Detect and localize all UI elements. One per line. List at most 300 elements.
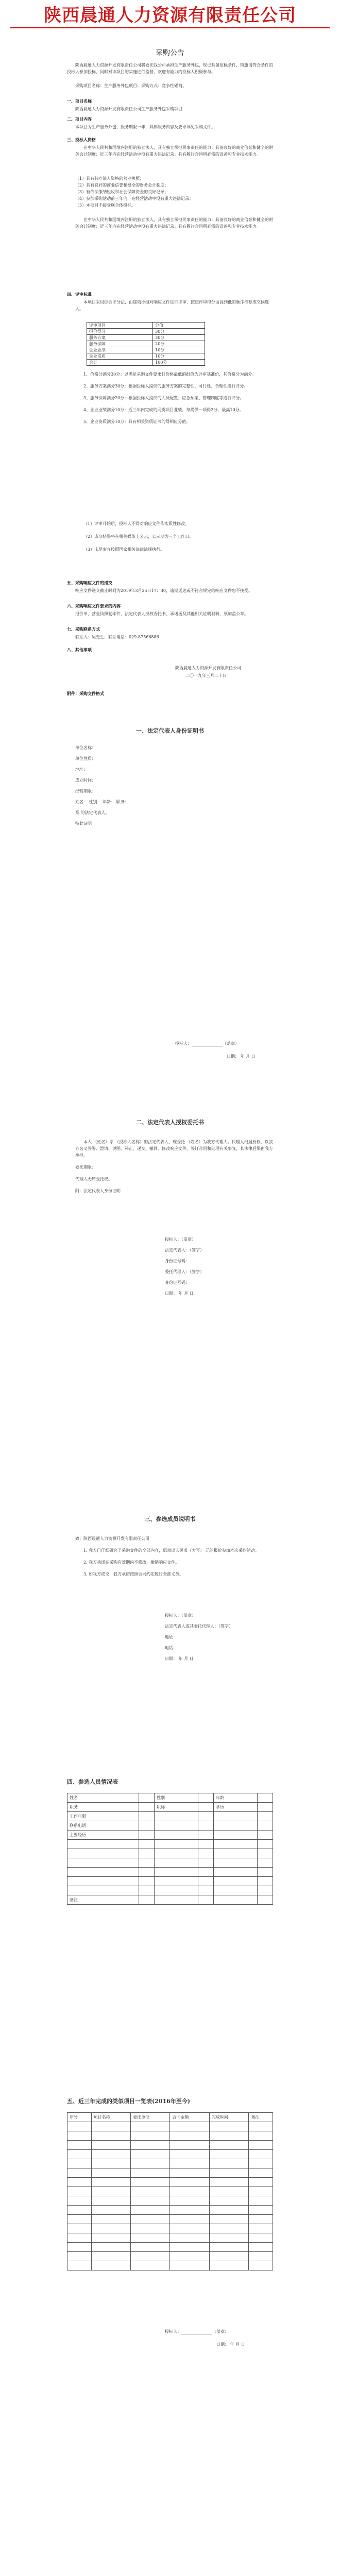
table-cell [209,2178,248,2187]
table-cell [67,1840,139,1849]
column-header: 项目名称 [91,2113,130,2122]
signature-line: 委托代理人：（签字） [165,1269,204,1274]
table-cell [170,2187,209,2196]
section-7-heading: 七、采购联系方式 [67,626,100,632]
table-cell [91,2252,130,2261]
table-cell [131,2261,170,2270]
table-row [67,2206,273,2215]
table-cell [155,1812,198,1821]
section-1-heading: 一、项目名称 [67,98,92,104]
date-line: 日期： 年 月 日 [165,1656,194,1661]
table-cell [214,1858,258,1868]
table-cell [198,1877,213,1886]
table-row [67,2215,273,2224]
table-cell [67,2215,92,2224]
table-cell: 职称 [155,1803,198,1812]
table-cell [198,1886,213,1895]
table-cell [91,2131,130,2141]
table-cell [214,1840,258,1849]
table-cell [67,2159,92,2168]
table-cell [257,1849,273,1858]
scoring-note: 3、服务保障满分20分：根据投标人提供的人员配置、应急预案、管理制度等进行评分。 [83,396,244,400]
table-cell [198,1858,213,1868]
table-row [67,1886,273,1895]
score-item: 服务方案 [87,335,153,341]
section-4-text: 本项目采用综合评分法，由磋商小组对响应文件进行评审，按照评审得分由高到低的顺序推荐成交候选人。 [75,300,269,311]
attachment-2-body [75,1139,273,1199]
table-cell [170,2233,209,2243]
attachment-2-title: 二、法定代表人授权委托书 [136,1119,204,1126]
score-value: 20分 [153,341,205,347]
table-row [67,2187,273,2196]
attachment-1-date: 日期： 年 月 日 [227,1054,256,1059]
signature-line: 投标人：（盖章） [165,1613,196,1618]
attachment-5-signature [165,2329,229,2334]
table-cell [139,1812,154,1821]
table-cell [170,2206,209,2215]
table-row [67,2224,273,2233]
table-cell [67,2243,92,2252]
table-cell [91,2178,130,2187]
score-value: 10分 [153,347,205,353]
table-cell [198,1868,213,1877]
table-cell: 备注 [67,1895,139,1905]
attachment-3-title: 三、参选成员说明书 [144,1516,196,1522]
signature-line: 身份证号码： [165,1259,190,1263]
attachment-3-signatures [165,1613,233,1662]
personnel-table [67,1793,273,1905]
column-header: 合同金额 [170,2113,209,2122]
issuer-organization: 陕西晨通人力资源开发有限责任公司 [175,666,241,670]
signature-line [181,2329,212,2334]
section-2-heading: 二、项目内容 [67,116,92,122]
form-line: 附：法定代表人身份证明 [75,1189,121,1193]
table-cell [249,2131,273,2141]
table-cell [131,2178,170,2187]
table-cell [170,2196,209,2206]
table-cell: 工作年限 [67,1812,139,1821]
signature-line: 投标人：（盖章） [165,1237,196,1242]
table-cell: 年龄 [214,1793,258,1803]
table-cell [139,1895,154,1905]
table-row [67,1849,273,1858]
score-item: 合计 [87,360,153,366]
score-header-item: 评审项目 [87,323,153,329]
signature-line: 法定代表人：（签字） [165,1248,204,1252]
table-cell [257,1803,273,1812]
table-cell [131,2168,170,2178]
notice-paragraph: （1）评审开始后，投标人不得对响应文件作实质性修改。 [83,521,190,526]
table-row [67,2150,273,2159]
score-value: 100分 [153,360,205,366]
table-cell [249,2150,273,2159]
table-row [67,2159,273,2168]
requirement-item: （1）具有独立法人资格的营业执照； [75,176,144,181]
table-cell [257,1812,273,1821]
signature-line: 地址： [165,1635,177,1639]
attachment-2-signatures [165,1236,204,1296]
table-cell [67,1886,139,1895]
table-cell [214,1812,258,1821]
table-cell [131,2131,170,2141]
table-cell [170,2122,209,2131]
table-row [67,2261,273,2270]
table-cell [67,2233,92,2243]
table-cell [139,1886,154,1895]
table-row [67,1821,273,1831]
table-cell [91,2150,130,2159]
table-row [67,2168,273,2178]
table-cell [67,2187,92,2196]
table-cell [249,2233,273,2243]
section-5-text: 响应文件递交截止时间为2019年3月25日17：30，逾期送达或不符合规定的响应文件恕不接受。 [75,588,252,593]
attachment-5-title: 五、近三年完成的类似项目一览表(2016年至今) [67,2098,191,2105]
table-cell [198,1821,213,1831]
table-row [67,2233,273,2243]
table-cell [155,1840,198,1849]
table-cell [67,1858,139,1868]
table-cell [209,2261,248,2270]
table-cell: 学历 [214,1803,258,1812]
table-cell [170,2252,209,2261]
table-cell [209,2131,248,2141]
table-cell [67,2252,92,2261]
table-row [67,1831,273,1840]
table-cell [249,2224,273,2233]
table-cell [67,2261,92,2270]
table-cell [170,2150,209,2159]
table-cell: 性别 [155,1793,198,1803]
table-row [87,347,205,353]
table-cell [209,2168,248,2178]
table-cell [249,2215,273,2224]
table-cell [209,2150,248,2159]
table-cell [131,2252,170,2261]
table-cell [249,2168,273,2178]
section-5-heading: 五、采购响应文件的递交 [67,580,112,585]
table-cell [91,2206,130,2215]
table-row [67,1895,273,1905]
table-cell [209,2206,248,2215]
signature-line: 电话： [165,1646,177,1650]
signature-label: 投标人： [175,1041,192,1046]
table-row [87,329,205,335]
table-cell [257,1831,273,1840]
table-cell [155,1831,198,1840]
section-6-heading: 六、采购响应文件要求的内容 [67,603,121,608]
form-line: 致：陕西晨通人力资源开发有限责任公司 [75,1536,149,1541]
table-cell [131,2122,170,2131]
requirements-list [75,175,273,209]
table-cell [91,2141,130,2150]
section-6-text: 报价单、营业执照复印件、法定代表人授权委托书、承诺函及其他相关证明材料，须加盖公章。 [75,612,248,616]
attachment-3-body [75,1535,273,1583]
table-cell [257,1868,273,1877]
table-cell [249,2122,273,2131]
table-row [87,335,205,341]
table-cell [214,1821,258,1831]
form-line: 系 的法定代表人。 [75,810,110,815]
table-cell [249,2178,273,2187]
table-cell [209,2141,248,2150]
table-cell [209,2233,248,2243]
form-line: 经营期限： [75,789,96,793]
table-cell [67,2141,92,2150]
section-3-extra: 在中华人民共和国境内注册的独立法人，具有独立承担民事责任的能力；具备良好的商业信誉和健全的财务会计制度；近三年内在经营活动中没有重大违法记录；具有履行合同所必需的设备和专业技术能力。 [75,217,273,229]
table-cell [214,1868,258,1877]
table-cell [209,2196,248,2206]
scoring-note: 1、价格分满分30分：以满足采购文件要求且价格最低的报价为评审基准价，其价格分为满分。 [83,372,257,377]
scoring-note: 5、企业资质满分10分：具有相关资质证书的得相应分值。 [83,419,191,424]
form-line: 姓名： 性别： 年龄： 职务： [75,800,129,804]
section-3-text: 在中华人民共和国境内注册的独立法人，具有独立承担民事责任的能力；具备良好的商业信誉和健全的财务会计制度；近三年内在经营活动中没有重大违法记录；具有履行合同所必需的设备和专业技术能力。 [75,145,273,157]
table-cell [91,2122,130,2131]
column-header: 备注 [249,2113,273,2122]
attachment-5-date: 日期： 年 月 日 [216,2342,245,2347]
table-row [87,341,205,347]
form-line: 代理人无转委托权。 [75,1177,112,1181]
table-cell [67,1877,139,1886]
table-row [67,1868,273,1877]
table-cell [155,1877,198,1886]
table-row [67,1840,273,1849]
requirement-item: （3）有依法缴纳税收和社会保障资金的良好记录； [75,190,169,194]
table-cell [155,1886,198,1895]
table-cell [209,2122,248,2131]
projects-table-header [67,2113,273,2122]
table-cell [214,1877,258,1886]
company-title: 陕西晨通人力资源有限责任公司 [44,5,296,26]
table-row [87,353,205,360]
table-cell [139,1803,154,1812]
requirement-item: （4）参加采购活动前三年内，在经营活动中没有重大违法记录； [75,196,194,201]
table-cell [198,1849,213,1858]
table-cell [91,2261,130,2270]
table-cell [209,2224,248,2233]
table-row [67,2141,273,2150]
table-cell [67,2206,92,2215]
intro-paragraph-1: 陕西晨通人力资源开发有限责任公司将委托我公司承担生产服务外包，现已具备招标条件，特邀请符合条件的投标人参加投标，同时对该项目的实施进行监督，欢迎有能力的投标人积极参与。 [67,63,273,74]
signature-label: 投标人： [165,2329,181,2334]
table-cell [131,2159,170,2168]
attachment-1-body [75,744,273,831]
table-cell [91,2159,130,2168]
table-cell [139,1849,154,1858]
table-cell [249,2159,273,2168]
score-item: 报价得分 [87,329,153,335]
section-1-text: 陕西晨通人力资源开发有限责任公司生产服务外包采购项目 [75,107,182,111]
section-7-text: 联系人：吴先生；联系电话：029-87566886 [75,635,159,639]
table-cell [67,2122,92,2131]
table-cell [67,2168,92,2178]
table-row [87,360,205,366]
table-row [67,1858,273,1868]
table-cell [170,2243,209,2252]
table-cell [209,2187,248,2196]
requirement-item: （5）本项目不接受联合体投标。 [75,203,136,208]
table-cell [139,1831,154,1840]
attachment-1-title: 一、法定代表人身份证明书 [136,727,204,734]
table-cell [91,2168,130,2178]
intro-paragraph-2: 采购项目名称：生产服务外包项目；采购方式：竞争性磋商。 [75,83,186,88]
table-cell [249,2252,273,2261]
section-4-heading: 四、评审标准 [67,292,92,297]
table-cell [170,2141,209,2150]
table-cell [170,2215,209,2224]
table-cell [67,2150,92,2159]
table-cell [131,2243,170,2252]
form-line: 单位名称： [75,745,96,750]
table-row [67,2122,273,2131]
column-header: 委托单位 [131,2113,170,2122]
section-3-heading: 三、投标人资格 [67,137,96,142]
table-row [67,2178,273,2187]
table-cell [209,2243,248,2252]
table-cell [198,1812,213,1821]
table-cell [139,1858,154,1868]
score-value: 30分 [153,329,205,335]
attachments-title: 附件：采购文件格式 [67,691,104,696]
table-cell [155,1868,198,1877]
column-header: 完成时间 [209,2113,248,2122]
table-cell [155,1821,198,1831]
form-line: 单位性质： [75,756,96,761]
table-cell [214,1831,258,1840]
form-line: 特此证明。 [75,821,96,826]
table-cell [214,1886,258,1895]
score-item: 企业业绩 [87,347,153,353]
attachment-4-title: 四、参选人员情况表 [67,1778,118,1785]
table-row [67,2252,273,2261]
section-2-text: 本项目为生产服务外包，服务期限一年，具体服务内容及要求详见采购文件。 [75,125,215,129]
notice-paragraph: （2）成交结果将在相关媒体上公示，公示期为三个工作日。 [83,534,194,539]
table-cell [91,2224,130,2233]
table-cell [257,1877,273,1886]
table-cell [131,2215,170,2224]
table-cell [249,2196,273,2206]
table-cell [67,1849,139,1858]
table-cell [139,1868,154,1877]
table-cell [198,1840,213,1849]
table-cell [170,2178,209,2187]
score-item: 企业资质 [87,353,153,360]
form-line: 委托期限： [75,1165,96,1170]
table-cell: 姓名 [67,1793,139,1803]
notice-paragraphs [75,520,273,559]
table-cell [139,1877,154,1886]
table-row [67,1812,273,1821]
table-cell [91,2243,130,2252]
table-cell [257,1895,273,1905]
table-cell [131,2196,170,2206]
requirement-item: （2）具有良好的商业信誉和健全的财务会计制度； [75,183,169,188]
issue-date: 二〇一九年三月二十日 [185,673,227,678]
table-cell [257,1886,273,1895]
form-line: 地址： [75,767,88,772]
table-cell [257,1858,273,1868]
table-cell [67,2178,92,2187]
table-cell [139,1793,154,1803]
signature-note: （盖章） [223,1041,239,1046]
signature-line: 法定代表人或其委托代理人：（签字） [165,1624,233,1629]
table-cell [209,2252,248,2261]
table-cell: 联系电话 [67,1821,139,1831]
table-cell [139,1821,154,1831]
table-cell [67,1868,139,1877]
score-table [87,322,205,366]
table-cell [67,2131,92,2141]
table-cell [170,2159,209,2168]
table-cell [198,1831,213,1840]
signature-note: （盖章） [212,2329,229,2334]
table-cell [209,2159,248,2168]
table-cell [249,2243,273,2252]
doc-title: 采购公告 [156,49,184,57]
table-row [67,1803,273,1812]
table-cell [257,1840,273,1849]
score-value: 30分 [153,335,205,341]
table-cell [131,2206,170,2215]
table-cell [170,2168,209,2178]
table-cell [249,2141,273,2150]
scoring-note: 2、服务方案满分30分：根据投标人提供的服务方案的完整性、可行性、合理性进行评分。 [83,384,248,388]
projects-table [67,2112,273,2270]
score-value: 10分 [153,353,205,360]
notice-paragraph: （3）未尽事宜按照国家相关法律法规执行。 [83,547,165,552]
table-cell [155,1849,198,1858]
form-line: 3. 如我方成交，我方承诺按照合同约定履行全部义务。 [83,1572,184,1577]
table-cell [170,2261,209,2270]
table-cell [214,1849,258,1858]
table-cell [155,1895,198,1905]
attachment-1-signature [175,1041,239,1046]
section-8-heading: 八、其他事项 [67,647,92,652]
title-divider [10,27,330,28]
table-row [67,2243,273,2252]
table-row [67,2131,273,2141]
table-cell [139,1840,154,1849]
table-cell [131,2224,170,2233]
table-cell: 主要经历 [67,1831,139,1840]
table-cell [249,2261,273,2270]
form-line: 本人 （姓名）系 （投标人名称）的法定代表人，现委托 （姓名）为我方代理人。代理人根据授权，以我方名义签署、澄清、说明、补正、递交、撤回、修改响应文件，签订合同和处理有关事宜，其法律后果由我方承担。 [75,1140,273,1158]
form-line: 1. 我方已仔细研究了采购文件的全部内容，愿意以人民币（大写） 元的报价参加本次采购活动。 [83,1548,259,1553]
scoring-note: 4、企业业绩满分10分：近三年内完成的同类项目业绩，每提供一项得2分，最高10分。 [83,408,244,412]
table-cell [249,2206,273,2215]
table-cell [209,2215,248,2224]
table-cell [91,2187,130,2196]
table-row [67,1877,273,1886]
table-cell [131,2150,170,2159]
table-row [67,1793,273,1803]
table-cell [257,1793,273,1803]
table-cell [67,2224,92,2233]
date-line: 日期： 年 月 日 [165,1291,194,1296]
scoring-notes [75,371,273,430]
table-cell [198,1803,213,1812]
table-cell [155,1858,198,1868]
table-cell [91,2215,130,2224]
form-line: 成立时间： [75,778,96,783]
table-cell [91,2196,130,2206]
table-cell [249,2187,273,2196]
signature-line: 身份证号码： [165,1280,190,1285]
score-header-value: 分值 [153,323,205,329]
table-cell [170,2131,209,2141]
table-cell [131,2187,170,2196]
score-table-header [87,323,205,329]
table-cell [91,2233,130,2243]
